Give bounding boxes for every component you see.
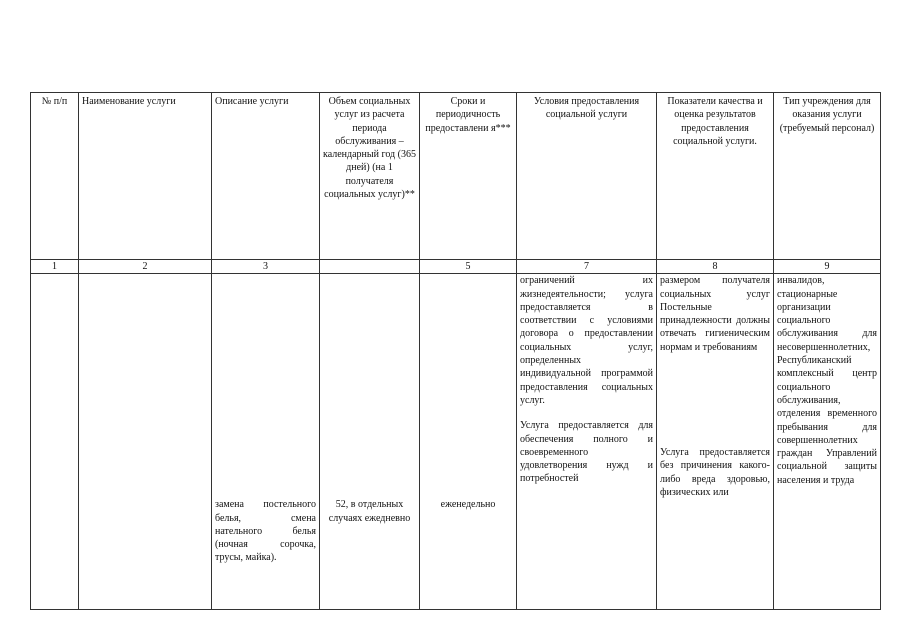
volume-text: 52, в отдельных случаях ежедневно bbox=[328, 499, 411, 524]
header-period: Сроки и периодичность предоставлени я*** bbox=[420, 93, 517, 260]
header-quality: Показатели качества и оценка результатов предоставления социальной услуги. bbox=[657, 93, 774, 260]
column-number: 9 bbox=[774, 260, 881, 274]
description-text: замена постельного белья, смена нательного белья (ночная сорочка, трусы, майка). bbox=[215, 499, 316, 564]
column-number: 5 bbox=[420, 260, 517, 274]
quality-text-bottom: Услуга предоставляется без причинения какого-либо вреда здоровью, физических или bbox=[660, 447, 770, 498]
column-number: 8 bbox=[657, 260, 774, 274]
column-number: 3 bbox=[212, 260, 320, 274]
header-row bbox=[31, 93, 881, 260]
cell-period bbox=[420, 274, 517, 610]
quality-text-top: размером получателя социальных услуг Постельные принадлежности должны отвечать гигиеническим нормам и требованиям bbox=[660, 275, 770, 353]
cell-volume bbox=[320, 274, 420, 610]
header-number: № п/п bbox=[31, 93, 79, 260]
column-number: 7 bbox=[517, 260, 657, 274]
services-table bbox=[30, 92, 881, 610]
conditions-text-bottom: Услуга предоставляется для обеспечения полного и своевременного удовлетворения нужд и потребностей bbox=[520, 420, 653, 485]
period-text: еженедельно bbox=[440, 499, 496, 511]
table-row bbox=[31, 274, 881, 610]
column-number bbox=[320, 260, 420, 274]
cell-conditions bbox=[517, 274, 657, 610]
header-service-name: Наименование услуги bbox=[79, 93, 212, 260]
cell-institution bbox=[774, 274, 881, 610]
institution-text: инвалидов, стационарные организации социального обслуживания для несовершеннолетних, Республиканский комплексный центр социального обслуживания, отделения временного пребывания для совершеннолетних граждан Управлений социальной защиты населения и труда bbox=[777, 275, 877, 486]
header-institution-type: Тип учреждения для оказания услуги (требуемый персонал) bbox=[774, 93, 881, 260]
cell-quality bbox=[657, 274, 774, 610]
conditions-text-top: ограничений их жизнедеятельности; услуга предоставляется в соответствии с условиями договора о предоставлении социальных услуг, определенных индивидуальной программой предоставления социальных услуг. bbox=[520, 275, 653, 406]
header-volume: Объем социальных услуг из расчета периода обслуживания – календарный год (365 дней) (на 1 получателя социальных услуг)** bbox=[320, 93, 420, 260]
column-number: 1 bbox=[31, 260, 79, 274]
cell-number bbox=[31, 274, 79, 610]
cell-service-name bbox=[79, 274, 212, 610]
column-number-row bbox=[31, 260, 881, 274]
header-service-description: Описание услуги bbox=[212, 93, 320, 260]
column-number: 2 bbox=[79, 260, 212, 274]
cell-description bbox=[212, 274, 320, 610]
header-conditions: Условия предоставления социальной услуги bbox=[517, 93, 657, 260]
